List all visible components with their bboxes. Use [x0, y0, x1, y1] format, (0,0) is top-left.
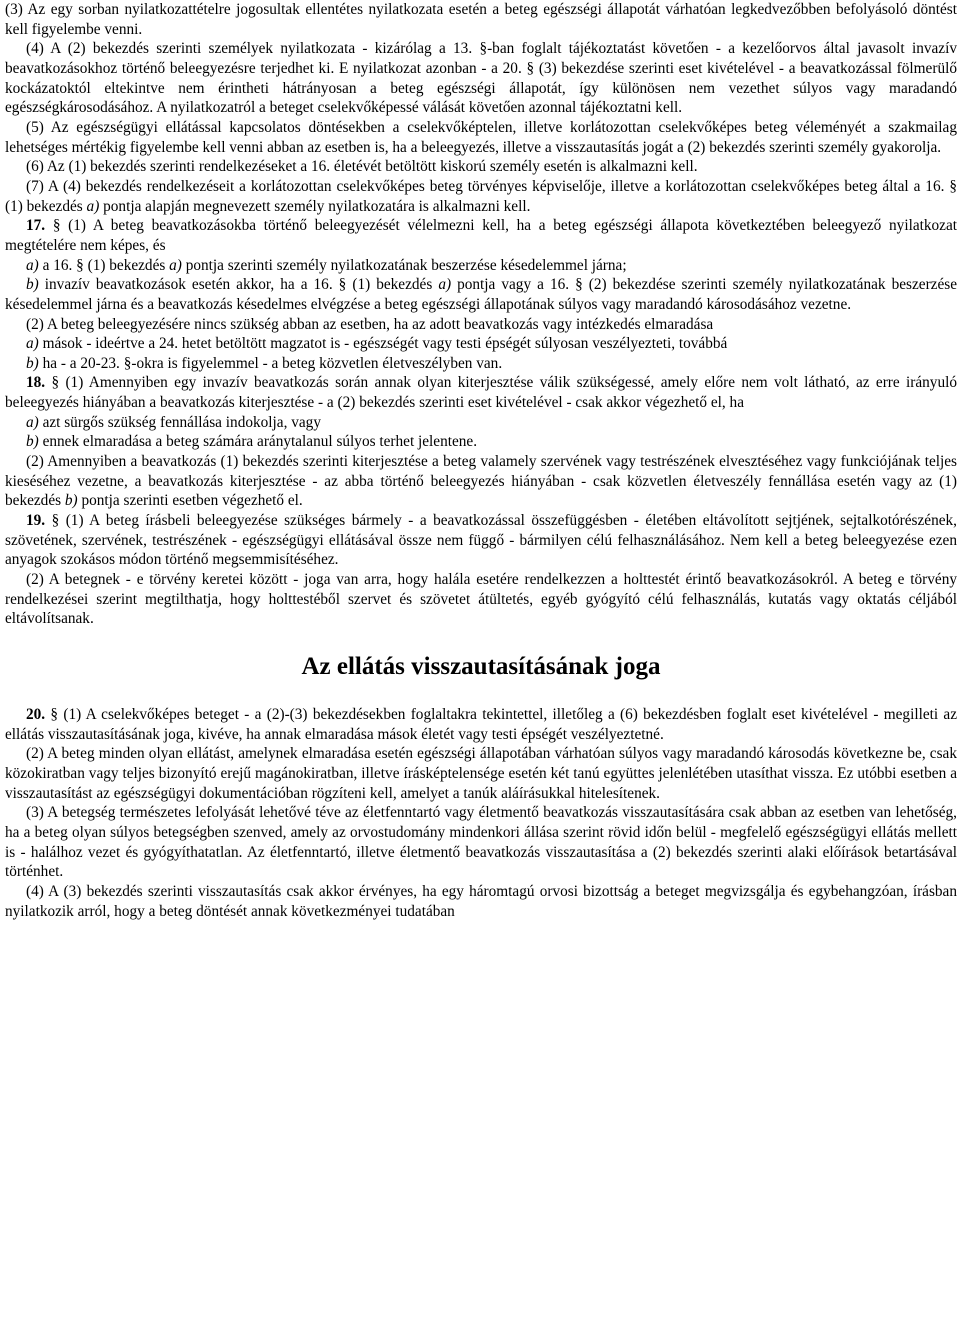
paragraph-text: pontja vagy a 16. § (2) bekezdése szerinti személy nyilatkozatának beszerzése késedelemmel járna és a beavatkozás késedelmes elvégzése a beteg egészségi állapotának súlyos vagy maradandó károsodásához vezetne. — [5, 276, 957, 313]
paragraph-16-4 — [5, 39, 957, 118]
point-label: a) — [26, 335, 39, 353]
paragraph-text: a 16. § (1) bekezdés — [38, 256, 170, 274]
point-label: b) — [26, 354, 39, 372]
paragraph-text: (6) Az (1) bekezdés szerinti rendelkezéseket a 16. életévét betöltött kiskorú személy esetén is alkalmazni kell. — [26, 158, 698, 176]
paragraph-text: (2) Amennyiben a beavatkozás (1) bekezdés szerinti kiterjesztése a beteg valamely szervének vagy testrészének elvesztéséhez vagy funkciójának teljes kieséséhez vezetne, a beavatkozás kiterjesztése - az abba történő beleegyezés hiányában - csak közvetlen életveszély fennállása esetén vagy az (1) bekezdés — [5, 453, 957, 510]
paragraph-text: invazív beavatkozások esetén akkor, ha a 16. § (1) bekezdés — [38, 276, 439, 294]
paragraph-text: pontja szerinti személy nyilatkozatának beszerzése késedelemmel járna; — [181, 256, 627, 274]
paragraph-text: pontja alapján megnevezett személy nyilatkozatára is alkalmazni kell. — [99, 197, 531, 215]
section-18-point-b — [5, 432, 957, 452]
point-reference: a) — [438, 276, 452, 294]
section-17-1 — [5, 216, 957, 255]
section-20-3 — [5, 803, 957, 882]
section-19-2 — [5, 570, 957, 629]
document-page — [5, 0, 957, 921]
paragraph-text: (5) Az egészségügyi ellátással kapcsolatos döntésekben a cselekvőképtelen, illetve korlátozottan cselekvőképes beteg véleményét a szakmailag lehetséges mértékig figyelembe kell venni abban az esetben is, ha a beleegyezés, illetve a visszautasítás jogát a (2) bekezdés szerinti személy gyakorolja. — [5, 118, 957, 156]
section-20-2 — [5, 744, 957, 803]
paragraph-text: (4) A (3) bekezdés szerinti visszautasítás csak akkor érvényes, ha egy háromtagú orvosi bizottság a beteget megvizsgálja és egybehangzóan, írásban nyilatkozik arról, hogy a beteg döntését annak következményei tudatában — [5, 882, 957, 920]
paragraph-text: (4) A (2) bekezdés szerinti személyek nyilatkozata - kizárólag a 13. §-ban foglalt tájékoztatást követően - a kezelőorvos által javasolt invazív beavatkozásokhoz történő beleegyezésre terjedhet ki. E nyilatkozat azonban - a 20. § (3) bekezdése szerinti eset kivételével - a beavatkozással fölmerülő kockázatoktól eltekintve nem érintheti hátrányosan a beteg egészségi állapotát, így különösen nem vezethet súlyos vagy maradandó egészségkárosodásához. A nyilatkozatról a beteget cselekvőképessé válását követően azonnal tájékoztatni kell. — [5, 40, 957, 117]
paragraph-text: (3) Az egy sorban nyilatkozattételre jogosultak ellentétes nyilatkozata esetén a beteg egészségi állapotát várhatóan legkedvezőbben befolyásoló döntést kell figyelembe venni. — [5, 1, 957, 38]
point-reference: a) — [86, 197, 100, 215]
section-17-2 — [5, 315, 957, 335]
paragraph-16-5 — [5, 118, 957, 157]
paragraph-text: § (1) Amennyiben egy invazív beavatkozás során annak olyan kiterjesztése válik szükségessé, amely előre nem volt látható, az erre irányuló beleegyezés hiányában a beavatkozás kiterjesztése - a (2) bekezdés szerinti eset kivételével - csak akkor végezhető el, ha — [5, 374, 957, 412]
section-19-1 — [5, 511, 957, 570]
section-17-2-point-a — [5, 334, 957, 354]
paragraph-text: § (1) A beteg írásbeli beleegyezése szükséges bármely - a beavatkozással összefüggésben - életében eltávolított sejtjének, sejtalkotórészének, szövetének, szervének, testrészének - egészségügyi ellátásával össze nem függő - bármilyen célú felhasználásához. Nem kell a beteg beleegyezése ezen anyagok szokásos módon történő megsemmisítéséhez. — [5, 512, 957, 569]
paragraph-text: (7) A (4) bekezdés rendelkezéseit a korlátozottan cselekvőképes beteg törvényes képviselője, illetve a korlátozottan cselekvőképes beteg által a 16. § (1) bekezdés — [5, 177, 957, 215]
point-label: a) — [26, 413, 39, 431]
section-number: 19. — [26, 512, 46, 530]
paragraph-16-6 — [5, 157, 957, 177]
point-label: a) — [26, 256, 39, 274]
point-label: b) — [26, 276, 39, 294]
paragraph-text: azt sürgős szükség fennállása indokolja, vagy — [38, 413, 321, 431]
section-20-1 — [5, 705, 957, 744]
section-number: 18. — [26, 374, 46, 392]
point-reference: b) — [64, 492, 78, 510]
paragraph-text: mások - ideértve a 24. hetet betöltött magzatot is - egészségét vagy testi épségét súlyosan veszélyezteti, továbbá — [38, 335, 728, 353]
section-number: 20. — [26, 706, 46, 723]
paragraph-text: (2) A beteg minden olyan ellátást, amelynek elmaradása esetén egészségi állapotában várhatóan súlyos vagy maradandó károsodás következne be, csak közokiratban vagy teljes bizonyító erejű magánokiratban, illetve írásképtelensége esetén két tanú együttes jelenlétében utasíthat vissza. Ez utóbbi esetben a visszautasítást az egészségügyi dokumentációban rögzíteni kell, amelyet a tanúk aláírásukkal hitelesítenek. — [5, 745, 957, 802]
paragraph-text: ennek elmaradása a beteg számára aránytalanul súlyos terhet jelentene. — [38, 433, 478, 451]
paragraph-text: (3) A betegség természetes lefolyását lehetővé téve az életfenntartó vagy életmentő beavatkozás visszautasítására csak abban az esetben van lehetőség, ha a beteg olyan súlyos betegségben szenved, amely az orvostudomány mindenkori állása szerint rövid időn belül - megfelelő egészségügyi ellátás mellett is - halálhoz vezet és gyógyíthatatlan. Az életfenntartó, illetve életmentő beavatkozás visszautasítása a (2) bekezdés szerinti alaki előírások betartásával történhet. — [5, 804, 957, 881]
paragraph-text: (2) A beteg beleegyezésére nincs szükség abban az esetben, ha az adott beavatkozás vagy intézkedés elmaradása — [26, 315, 714, 333]
paragraph-text: § (1) A beteg beavatkozásokba történő beleegyezését vélelmezni kell, ha a beteg egészségi állapota következtében beleegyező nyilatkozat megtételére nem képes, és — [5, 217, 957, 254]
paragraph-text: ha - a 20-23. §-okra is figyelemmel - a beteg közvetlen életveszélyben van. — [38, 354, 503, 372]
section-17-point-a — [5, 256, 957, 276]
section-number: 17. — [26, 217, 46, 235]
section-20-4 — [5, 882, 957, 921]
section-18-point-a — [5, 413, 957, 433]
paragraph-text: (2) A betegnek - e törvény keretei között - joga van arra, hogy halála esetére rendelkezzen a holttestét érintő beavatkozásokról. A beteg e törvény rendelkezései szerint megtilthatja, hogy holttestéből szervet és szövetet átültetés, egyéb gyógyító célú felhasználás, kutatás vagy oktatás céljából eltávolítsanak. — [5, 571, 957, 628]
point-reference: a) — [169, 256, 182, 274]
paragraph-16-7 — [5, 177, 957, 216]
section-18-1 — [5, 373, 957, 412]
point-label: b) — [26, 433, 39, 451]
section-18-2 — [5, 452, 957, 511]
chapter-heading: Az ellátás visszautasításának joga — [301, 653, 661, 680]
paragraph-text: § (1) A cselekvőképes beteget - a (2)-(3) bekezdésekben foglaltakra tekintettel, illetőleg a (6) bekezdésben foglalt eset kivételével - megilleti az ellátás visszautasításának joga, kivéve, ha annak elmaradása mások életét vagy testi épségét veszélyeztetné. — [5, 706, 957, 743]
paragraph-text: pontja szerinti esetben végezhető el. — [77, 492, 303, 510]
paragraph-16-3 — [5, 0, 957, 39]
section-17-point-b — [5, 275, 957, 314]
section-17-2-point-b — [5, 354, 957, 374]
